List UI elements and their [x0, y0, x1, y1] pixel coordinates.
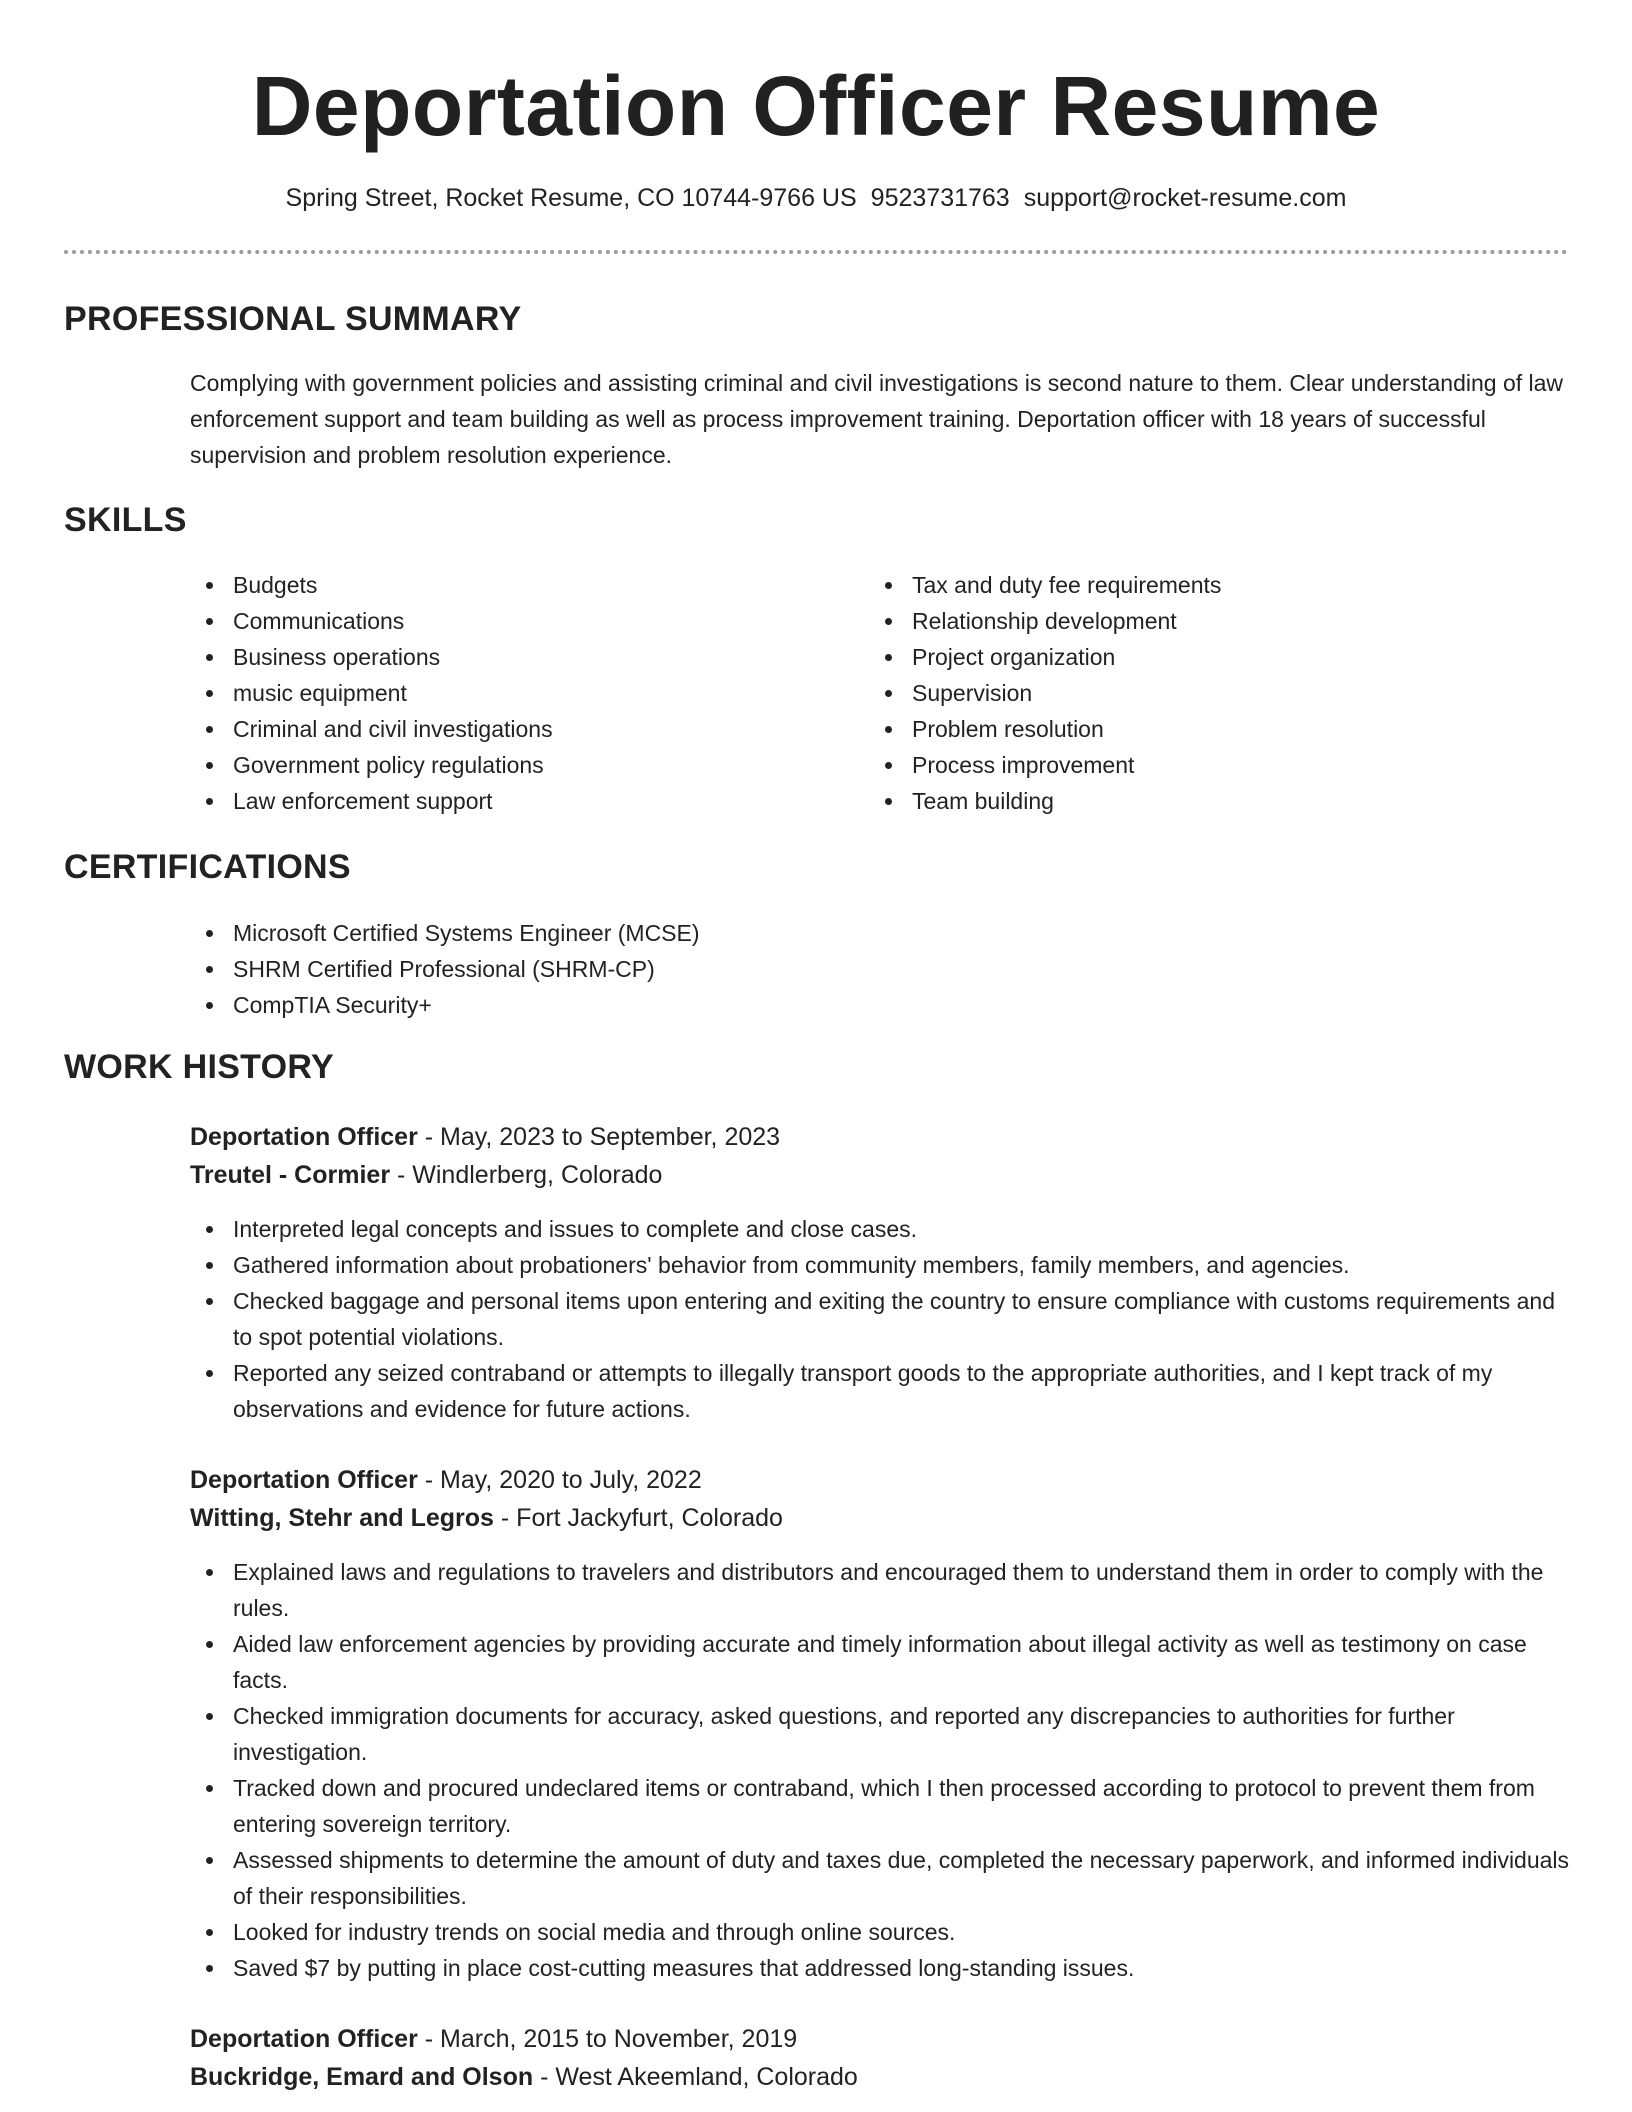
- job-location: - Fort Jackyfurt, Colorado: [493, 1504, 783, 1532]
- list-item: Criminal and civil investigations: [190, 711, 830, 747]
- job-company: Treutel - Cormier: [190, 1161, 391, 1189]
- contact-email: support@rocket-resume.com: [1023, 184, 1347, 212]
- job-company-line: [190, 2058, 858, 2096]
- contact-phone: 9523731763: [870, 184, 1010, 212]
- skills-list-right: [869, 567, 1509, 819]
- job-location: - Windlerberg, Colorado: [390, 1161, 663, 1189]
- list-item: Reported any seized contraband or attempts to illegally transport goods to the appropriate authorities, and I kept track of my observations and evidence for future actions.: [190, 1355, 1570, 1427]
- list-item: Business operations: [190, 639, 830, 675]
- list-item: Problem resolution: [869, 711, 1509, 747]
- certifications-list: [190, 915, 1190, 1023]
- list-item: Checked baggage and personal items upon entering and exiting the country to ensure compliance with customs requirements and to spot potential violations.: [190, 1283, 1570, 1355]
- job-role: Deportation Officer: [190, 2025, 418, 2053]
- contact-line: [0, 181, 1632, 215]
- job-dates: - March, 2015 to November, 2019: [417, 2025, 798, 2053]
- list-item: Process improvement: [869, 747, 1509, 783]
- job-company: Witting, Stehr and Legros: [190, 1504, 494, 1532]
- list-item: Communications: [190, 603, 830, 639]
- job-dates: - May, 2020 to July, 2022: [417, 1466, 702, 1494]
- job-role: Deportation Officer: [190, 1123, 418, 1151]
- list-item: Interpreted legal concepts and issues to complete and close cases.: [190, 1211, 1570, 1247]
- job-dates: - May, 2023 to September, 2023: [417, 1123, 781, 1151]
- section-title-summary: PROFESSIONAL SUMMARY: [64, 300, 522, 338]
- list-item: Budgets: [190, 567, 830, 603]
- header-divider: [64, 250, 1568, 254]
- job-company-line: [190, 1156, 662, 1194]
- job-company: Buckridge, Emard and Olson: [190, 2063, 534, 2091]
- section-title-work-history: WORK HISTORY: [64, 1048, 334, 1086]
- job-title-line: [190, 1118, 780, 1156]
- job-role: Deportation Officer: [190, 1466, 418, 1494]
- list-item: Relationship development: [869, 603, 1509, 639]
- list-item: Team building: [869, 783, 1509, 819]
- job-duties-list: [190, 1554, 1570, 1986]
- section-title-certifications: CERTIFICATIONS: [64, 848, 351, 886]
- list-item: Government policy regulations: [190, 747, 830, 783]
- list-item: Gathered information about probationers' behavior from community members, family members, and agencies.: [190, 1247, 1570, 1283]
- list-item: music equipment: [190, 675, 830, 711]
- list-item: Supervision: [869, 675, 1509, 711]
- list-item: Project organization: [869, 639, 1509, 675]
- list-item: Looked for industry trends on social media and through online sources.: [190, 1914, 1570, 1950]
- resume-title: Deportation Officer Resume: [251, 59, 1381, 153]
- list-item: Checked immigration documents for accuracy, asked questions, and reported any discrepancies to authorities for further investigation.: [190, 1698, 1570, 1770]
- skills-list-left: [190, 567, 830, 819]
- list-item: Microsoft Certified Systems Engineer (MCSE): [190, 915, 1190, 951]
- contact-address: Spring Street, Rocket Resume, CO 10744-9766 US: [285, 184, 857, 212]
- list-item: Assessed shipments to determine the amount of duty and taxes due, completed the necessary paperwork, and informed individuals of their responsibilities.: [190, 1842, 1570, 1914]
- list-item: Saved $7 by putting in place cost-cutting measures that addressed long-standing issues.: [190, 1950, 1570, 1986]
- list-item: Law enforcement support: [190, 783, 830, 819]
- job-company-line: [190, 1499, 783, 1537]
- job-duties-list: [190, 1211, 1570, 1427]
- job-location: - West Akeemland, Colorado: [533, 2063, 858, 2091]
- job-title-line: [190, 2020, 797, 2058]
- list-item: Tracked down and procured undeclared items or contraband, which I then processed according to protocol to prevent them from entering sovereign territory.: [190, 1770, 1570, 1842]
- job-title-line: [190, 1461, 702, 1499]
- list-item: SHRM Certified Professional (SHRM-CP): [190, 951, 1190, 987]
- list-item: Aided law enforcement agencies by providing accurate and timely information about illegal activity as well as testimony on case facts.: [190, 1626, 1570, 1698]
- list-item: Tax and duty fee requirements: [869, 567, 1509, 603]
- section-title-skills: SKILLS: [64, 501, 187, 539]
- summary-text: Complying with government policies and assisting criminal and civil investigations is second nature to them. Clear understanding of law enforcement support and team building as well as process improvement training. Deportation officer with 18 years of successful supervision and problem resolution experience.: [190, 370, 1564, 468]
- list-item: Explained laws and regulations to travelers and distributors and encouraged them to understand them in order to comply with the rules.: [190, 1554, 1570, 1626]
- list-item: CompTIA Security+: [190, 987, 1190, 1023]
